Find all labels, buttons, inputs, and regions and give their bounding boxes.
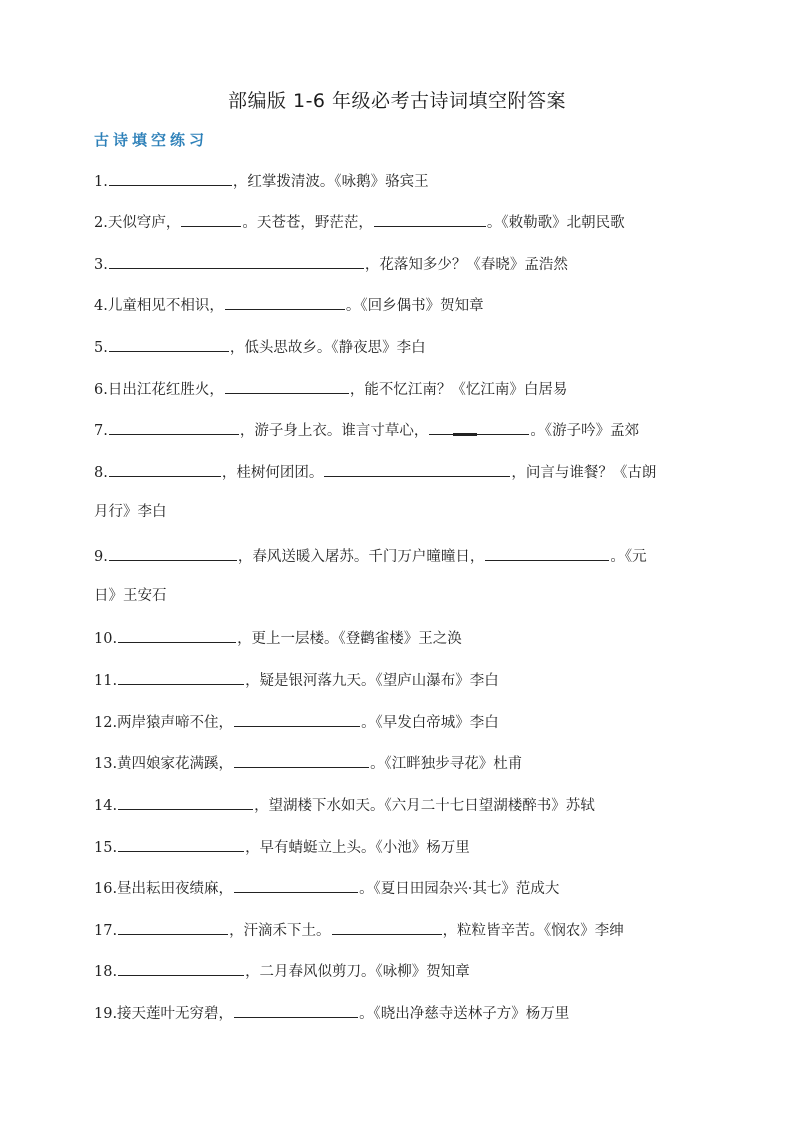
answer-blank[interactable] bbox=[109, 336, 229, 352]
answer-blank[interactable] bbox=[118, 794, 253, 810]
question-text: 。《回乡偶书》贺知章 bbox=[345, 298, 484, 314]
answer-blank[interactable] bbox=[324, 461, 510, 477]
question-3 bbox=[94, 253, 568, 275]
question-text: 6.日出江花红胜火， bbox=[94, 382, 224, 398]
question-text: 。天苍苍，野茫茫， bbox=[242, 215, 373, 231]
answer-blank[interactable] bbox=[234, 1002, 358, 1018]
document-title: 部编版 1-6 年级必考古诗词填空附答案 bbox=[227, 90, 567, 112]
answer-blank[interactable] bbox=[485, 545, 609, 561]
answer-blank[interactable] bbox=[234, 877, 358, 893]
question-number: 9. bbox=[94, 549, 108, 565]
question-19 bbox=[94, 1002, 569, 1024]
question-13 bbox=[94, 752, 522, 774]
question-text: 日》王安石 bbox=[94, 588, 167, 604]
answer-blank[interactable] bbox=[118, 669, 244, 685]
question-9-continued bbox=[94, 586, 167, 606]
question-text: 。《敕勒歌》北朝民歌 bbox=[486, 215, 625, 231]
question-text: ，能不忆江南？《忆江南》白居易 bbox=[349, 382, 568, 398]
question-text: 月行》李白 bbox=[94, 504, 167, 520]
answer-blank[interactable] bbox=[109, 170, 232, 186]
question-text: ，游子身上衣。谁言寸草心， bbox=[239, 423, 429, 439]
answer-blank[interactable] bbox=[234, 711, 360, 727]
question-5 bbox=[94, 336, 426, 358]
question-12 bbox=[94, 711, 499, 733]
answer-blank[interactable] bbox=[109, 461, 221, 477]
question-18 bbox=[94, 960, 470, 982]
answer-blank[interactable] bbox=[234, 752, 369, 768]
question-text: ，粒粒皆辛苦。《悯农》李绅 bbox=[442, 923, 624, 939]
underline-mark bbox=[453, 433, 477, 436]
question-15 bbox=[94, 836, 470, 858]
question-number: 5. bbox=[94, 340, 108, 356]
question-text: 。《早发白帝城》李白 bbox=[361, 715, 499, 731]
question-number: 11. bbox=[94, 673, 118, 689]
question-4 bbox=[94, 294, 484, 316]
question-text: 。《夏日田园杂兴·其七》范成大 bbox=[359, 881, 560, 897]
question-number: 17. bbox=[94, 923, 118, 939]
question-text: 。《游子吟》孟郊 bbox=[530, 423, 640, 439]
question-text: ，汗滴禾下土。 bbox=[229, 923, 331, 939]
question-text: 。《元 bbox=[610, 549, 647, 565]
question-1 bbox=[94, 170, 429, 192]
question-number: 15. bbox=[94, 840, 118, 856]
question-text: ，疑是银河落九天。《望庐山瀑布》李白 bbox=[245, 673, 499, 689]
question-text: ，花落知多少？《春晓》孟浩然 bbox=[364, 257, 568, 273]
question-number: 7. bbox=[94, 423, 108, 439]
question-text: ，更上一层楼。《登鹳雀楼》王之涣 bbox=[237, 631, 462, 647]
question-text: ，春风送暖入屠苏。千门万户曈曈日， bbox=[237, 549, 485, 565]
question-text: ，早有蜻蜓立上头。《小池》杨万里 bbox=[245, 840, 470, 856]
question-text: 16.昼出耘田夜绩麻， bbox=[94, 881, 234, 897]
question-text: 13.黄四娘家花满蹊， bbox=[94, 756, 234, 772]
question-8-continued bbox=[94, 502, 167, 522]
question-text: 。《晓出净慈寺送林子方》杨万里 bbox=[359, 1006, 570, 1022]
question-11 bbox=[94, 669, 499, 691]
answer-blank[interactable] bbox=[109, 419, 239, 435]
answer-blank[interactable] bbox=[429, 419, 529, 435]
question-text: 12.两岸猿声啼不住， bbox=[94, 715, 234, 731]
question-text: ，问言与谁餐？《古朗 bbox=[511, 465, 657, 481]
question-text: 19.接天莲叶无穷碧， bbox=[94, 1006, 234, 1022]
question-number: 14. bbox=[94, 798, 118, 814]
question-text: ，红掌拨清波。《咏鹅》骆宾王 bbox=[232, 174, 429, 190]
question-2 bbox=[94, 211, 625, 233]
answer-blank[interactable] bbox=[181, 211, 241, 227]
answer-blank[interactable] bbox=[374, 211, 486, 227]
question-number: 3. bbox=[94, 257, 108, 273]
question-10 bbox=[94, 627, 462, 649]
question-text: 4.儿童相见不相识， bbox=[94, 298, 224, 314]
question-7 bbox=[94, 419, 639, 441]
question-number: 10. bbox=[94, 631, 118, 647]
answer-blank[interactable] bbox=[225, 294, 345, 310]
answer-blank[interactable] bbox=[118, 836, 244, 852]
question-number: 1. bbox=[94, 174, 108, 190]
answer-blank[interactable] bbox=[332, 919, 442, 935]
question-9 bbox=[94, 545, 647, 567]
question-text: ，低头思故乡。《静夜思》李白 bbox=[229, 340, 426, 356]
answer-blank[interactable] bbox=[109, 253, 364, 269]
question-text: ，桂树何团团。 bbox=[221, 465, 324, 481]
answer-blank[interactable] bbox=[225, 378, 349, 394]
answer-blank[interactable] bbox=[109, 545, 237, 561]
question-6 bbox=[94, 378, 567, 400]
question-8 bbox=[94, 461, 656, 483]
question-16 bbox=[94, 877, 559, 899]
question-text: 2.天似穹庐， bbox=[94, 215, 181, 231]
answer-blank[interactable] bbox=[118, 627, 236, 643]
question-text: ，二月春风似剪刀。《咏柳》贺知章 bbox=[245, 964, 470, 980]
question-number: 18. bbox=[94, 964, 118, 980]
question-14 bbox=[94, 794, 595, 816]
question-text: ，望湖楼下水如天。《六月二十七日望湖楼醉书》苏轼 bbox=[254, 798, 595, 814]
question-text: 。《江畔独步寻花》杜甫 bbox=[370, 756, 523, 772]
answer-blank[interactable] bbox=[118, 960, 244, 976]
question-17 bbox=[94, 919, 624, 941]
answer-blank[interactable] bbox=[118, 919, 228, 935]
question-number: 8. bbox=[94, 465, 108, 481]
section-heading: 古诗填空练习 bbox=[94, 131, 209, 149]
